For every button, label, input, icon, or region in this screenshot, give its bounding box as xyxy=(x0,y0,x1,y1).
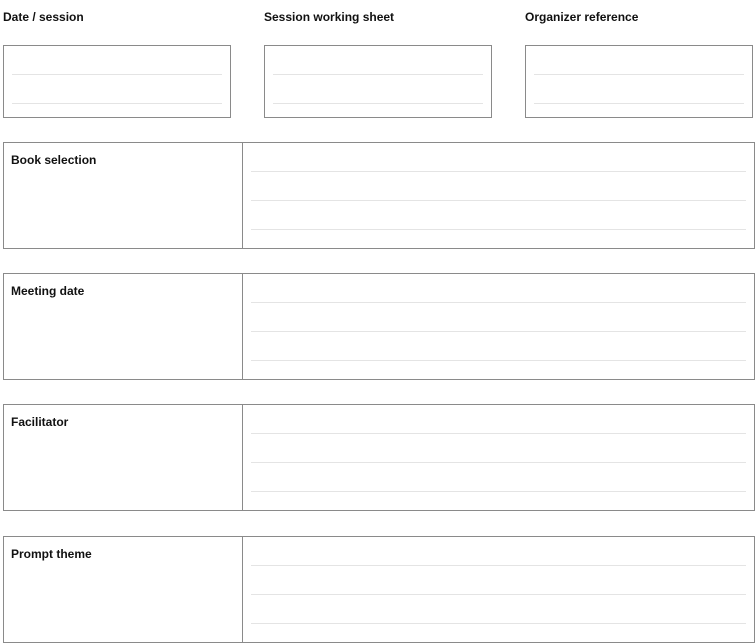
writing-line xyxy=(251,462,746,463)
book-selection-label: Book selection xyxy=(11,153,97,167)
writing-line xyxy=(251,171,746,172)
date-session-field[interactable] xyxy=(3,45,231,118)
writing-line xyxy=(273,74,483,75)
writing-line xyxy=(251,200,746,201)
date-session-label: Date / session xyxy=(3,10,84,24)
meeting-date-section xyxy=(3,273,755,380)
organizer-reference-label: Organizer reference xyxy=(525,10,639,24)
prompt-theme-field[interactable] xyxy=(243,537,754,642)
writing-line xyxy=(534,103,744,104)
writing-line xyxy=(12,74,222,75)
writing-line xyxy=(251,229,746,230)
writing-line xyxy=(251,433,746,434)
meeting-date-label: Meeting date xyxy=(11,284,85,298)
meeting-date-field[interactable] xyxy=(243,274,754,379)
prompt-theme-label: Prompt theme xyxy=(11,547,92,561)
writing-line xyxy=(273,103,483,104)
writing-line xyxy=(251,623,746,624)
writing-line xyxy=(251,491,746,492)
book-selection-section xyxy=(3,142,755,249)
writing-line xyxy=(251,331,746,332)
writing-line xyxy=(251,594,746,595)
facilitator-label-cell xyxy=(4,405,243,510)
book-selection-field[interactable] xyxy=(243,143,754,248)
session-working-sheet-field[interactable] xyxy=(264,45,492,118)
book-selection-label-cell xyxy=(4,143,243,248)
session-working-sheet-label: Session working sheet xyxy=(264,10,395,24)
facilitator-field[interactable] xyxy=(243,405,754,510)
writing-line xyxy=(12,103,222,104)
meeting-date-label-cell xyxy=(4,274,243,379)
organizer-reference-field[interactable] xyxy=(525,45,753,118)
facilitator-section xyxy=(3,404,755,511)
writing-line xyxy=(251,302,746,303)
prompt-theme-section xyxy=(3,536,755,643)
prompt-theme-label-cell xyxy=(4,537,243,642)
writing-line xyxy=(534,74,744,75)
facilitator-label: Facilitator xyxy=(11,415,69,429)
writing-line xyxy=(251,565,746,566)
writing-line xyxy=(251,360,746,361)
